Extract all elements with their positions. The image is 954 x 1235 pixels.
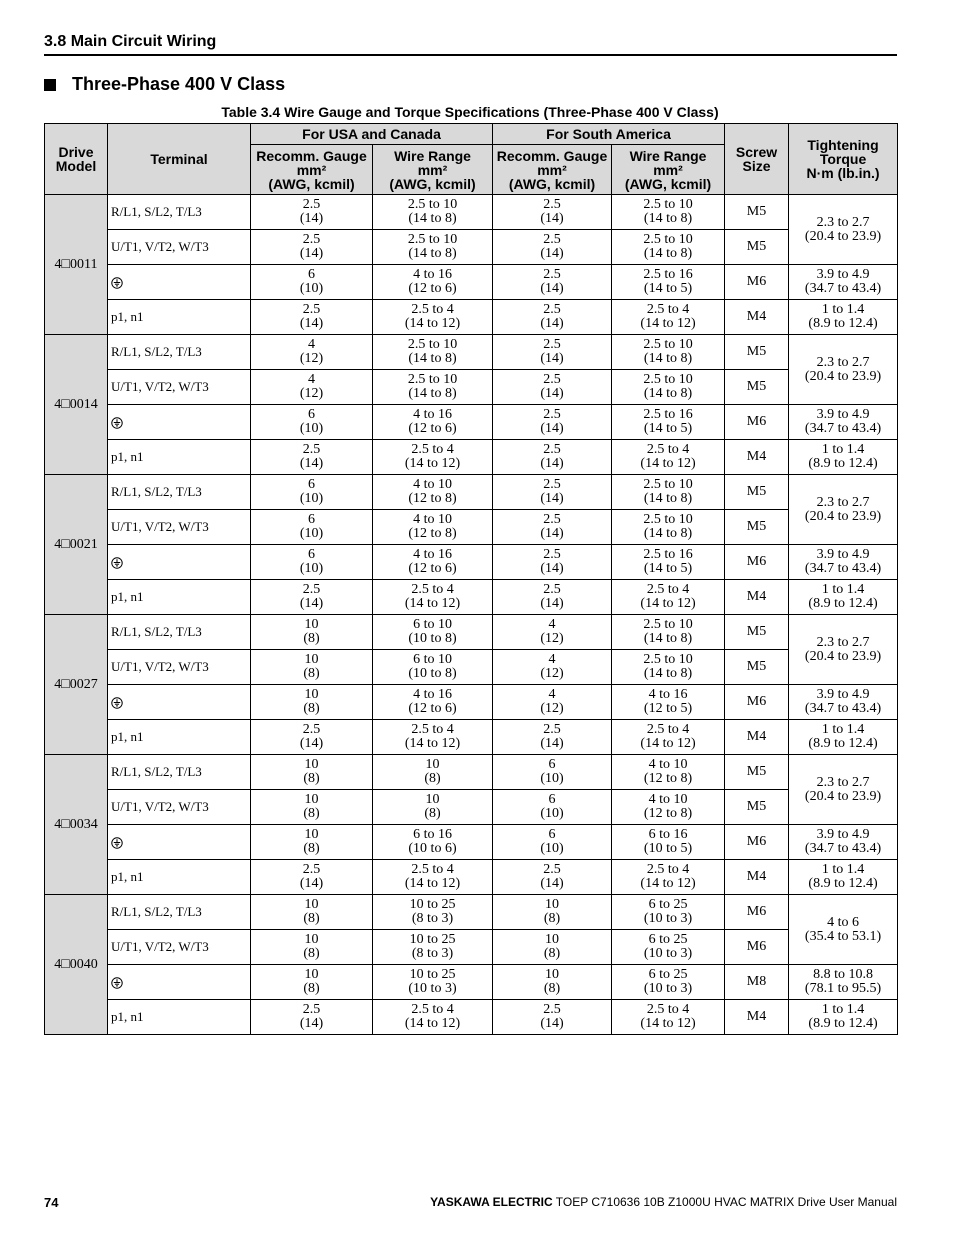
- usa-recomm-gauge-cell: 2.5 (14): [251, 1000, 373, 1035]
- sa-recomm-gauge-cell: 6 (10): [493, 790, 612, 825]
- sa-recomm-gauge-cell: 2.5 (14): [493, 1000, 612, 1035]
- sa-recomm-gauge-cell: 2.5 (14): [493, 370, 612, 405]
- footer-manual: TOEP C710636 10B Z1000U HVAC MATRIX Drive User Manual: [552, 1195, 897, 1209]
- sa-recomm-gauge-cell: 2.5 (14): [493, 860, 612, 895]
- usa-recomm-gauge-cell: 10 (8): [251, 895, 373, 930]
- table-row: [45, 545, 898, 580]
- usa-wire-range-cell: 4 to 16 (12 to 6): [373, 685, 493, 720]
- table-row: [45, 440, 898, 475]
- terminal-cell: R/L1, S/L2, T/L3: [108, 195, 251, 230]
- tightening-torque-cell: 3.9 to 4.9 (34.7 to 43.4): [789, 405, 898, 440]
- screw-size-cell: M6: [725, 265, 789, 300]
- sa-wire-range-cell: 4 to 10 (12 to 8): [612, 790, 725, 825]
- screw-size-cell: M8: [725, 965, 789, 1000]
- terminal-ground: [108, 545, 251, 580]
- header-drive-model: Drive Model: [45, 124, 108, 195]
- screw-size-cell: M4: [725, 580, 789, 615]
- usa-recomm-gauge-cell: 6 (10): [251, 405, 373, 440]
- sa-wire-range-cell: 2.5 to 10 (14 to 8): [612, 510, 725, 545]
- footer-manual-title: [430, 1195, 897, 1209]
- tightening-torque-cell: 1 to 1.4 (8.9 to 12.4): [789, 860, 898, 895]
- usa-recomm-gauge-cell: 4 (12): [251, 370, 373, 405]
- table-row: [45, 790, 898, 825]
- ground-icon: [111, 974, 123, 989]
- table-row: [45, 510, 898, 545]
- terminal-cell: p1, n1: [108, 300, 251, 335]
- screw-size-cell: M5: [725, 230, 789, 265]
- sa-wire-range-cell: 2.5 to 10 (14 to 8): [612, 335, 725, 370]
- screw-size-cell: M6: [725, 685, 789, 720]
- terminal-cell: U/T1, V/T2, W/T3: [108, 930, 251, 965]
- usa-wire-range-cell: 4 to 16 (12 to 6): [373, 545, 493, 580]
- usa-recomm-gauge-cell: 2.5 (14): [251, 230, 373, 265]
- terminal-ground: [108, 685, 251, 720]
- screw-size-cell: M5: [725, 755, 789, 790]
- header-screw-size: Screw Size: [725, 124, 789, 195]
- screw-size-cell: M4: [725, 300, 789, 335]
- sa-recomm-gauge-cell: 10 (8): [493, 895, 612, 930]
- drive-model-cell: 4□0021: [45, 475, 108, 615]
- sa-wire-range-cell: 2.5 to 10 (14 to 8): [612, 475, 725, 510]
- tightening-torque-cell: 1 to 1.4 (8.9 to 12.4): [789, 300, 898, 335]
- usa-recomm-gauge-cell: 10 (8): [251, 685, 373, 720]
- sa-wire-range-cell: 2.5 to 10 (14 to 8): [612, 650, 725, 685]
- usa-recomm-gauge-cell: 10 (8): [251, 615, 373, 650]
- usa-wire-range-cell: 2.5 to 4 (14 to 12): [373, 1000, 493, 1035]
- terminal-cell: R/L1, S/L2, T/L3: [108, 615, 251, 650]
- square-bullet-icon: [44, 79, 56, 91]
- screw-size-cell: M5: [725, 615, 789, 650]
- screw-size-cell: M5: [725, 790, 789, 825]
- sa-recomm-gauge-cell: 2.5 (14): [493, 335, 612, 370]
- tightening-torque-cell: 2.3 to 2.7 (20.4 to 23.9): [789, 335, 898, 405]
- sa-wire-range-cell: 2.5 to 10 (14 to 8): [612, 230, 725, 265]
- drive-model-cell: 4□0014: [45, 335, 108, 475]
- tightening-torque-cell: 1 to 1.4 (8.9 to 12.4): [789, 580, 898, 615]
- screw-size-cell: M5: [725, 650, 789, 685]
- sa-wire-range-cell: 2.5 to 4 (14 to 12): [612, 720, 725, 755]
- table-row: [45, 580, 898, 615]
- sa-wire-range-cell: 4 to 16 (12 to 5): [612, 685, 725, 720]
- sa-recomm-gauge-cell: 4 (12): [493, 685, 612, 720]
- sa-recomm-gauge-cell: 10 (8): [493, 965, 612, 1000]
- terminal-cell: R/L1, S/L2, T/L3: [108, 755, 251, 790]
- table-row: [45, 1000, 898, 1035]
- sa-recomm-gauge-cell: 6 (10): [493, 825, 612, 860]
- header-usa-recomm-gauge: Recomm. Gauge mm² (AWG, kcmil): [251, 145, 373, 195]
- usa-wire-range-cell: 10 (8): [373, 755, 493, 790]
- sa-recomm-gauge-cell: 2.5 (14): [493, 230, 612, 265]
- table-row: [45, 895, 898, 930]
- usa-wire-range-cell: 10 to 25 (8 to 3): [373, 895, 493, 930]
- table-row: [45, 650, 898, 685]
- sa-recomm-gauge-cell: 2.5 (14): [493, 195, 612, 230]
- usa-recomm-gauge-cell: 10 (8): [251, 930, 373, 965]
- table-row: [45, 685, 898, 720]
- usa-wire-range-cell: 10 (8): [373, 790, 493, 825]
- ground-icon: [111, 274, 123, 289]
- subsection-title: Three-Phase 400 V Class: [72, 74, 286, 94]
- tightening-torque-cell: 2.3 to 2.7 (20.4 to 23.9): [789, 475, 898, 545]
- usa-recomm-gauge-cell: 2.5 (14): [251, 580, 373, 615]
- sa-wire-range-cell: 2.5 to 16 (14 to 5): [612, 405, 725, 440]
- usa-wire-range-cell: 2.5 to 4 (14 to 12): [373, 580, 493, 615]
- usa-wire-range-cell: 2.5 to 10 (14 to 8): [373, 370, 493, 405]
- terminal-ground: [108, 265, 251, 300]
- header-sa-wire-range: Wire Range mm² (AWG, kcmil): [612, 145, 725, 195]
- terminal-cell: U/T1, V/T2, W/T3: [108, 510, 251, 545]
- table-row: [45, 195, 898, 230]
- screw-size-cell: M6: [725, 405, 789, 440]
- screw-size-cell: M6: [725, 545, 789, 580]
- usa-recomm-gauge-cell: 6 (10): [251, 545, 373, 580]
- tightening-torque-cell: 3.9 to 4.9 (34.7 to 43.4): [789, 265, 898, 300]
- header-usa-wire-range: Wire Range mm² (AWG, kcmil): [373, 145, 493, 195]
- header-rule: [44, 54, 897, 56]
- screw-size-cell: M6: [725, 825, 789, 860]
- usa-recomm-gauge-cell: 2.5 (14): [251, 720, 373, 755]
- screw-size-cell: M4: [725, 440, 789, 475]
- sa-wire-range-cell: 2.5 to 4 (14 to 12): [612, 440, 725, 475]
- terminal-cell: R/L1, S/L2, T/L3: [108, 475, 251, 510]
- table-row: [45, 405, 898, 440]
- terminal-ground: [108, 965, 251, 1000]
- table-body: [45, 195, 898, 1035]
- wire-gauge-table: [44, 123, 898, 1035]
- usa-wire-range-cell: 4 to 16 (12 to 6): [373, 405, 493, 440]
- usa-recomm-gauge-cell: 2.5 (14): [251, 440, 373, 475]
- usa-recomm-gauge-cell: 6 (10): [251, 265, 373, 300]
- table-title: Table 3.4 Wire Gauge and Torque Specifications (Three-Phase 400 V Class): [221, 104, 719, 120]
- ground-icon: [111, 414, 123, 429]
- header-south-america: For South America: [493, 124, 725, 145]
- screw-size-cell: M6: [725, 930, 789, 965]
- sa-wire-range-cell: 2.5 to 10 (14 to 8): [612, 370, 725, 405]
- header-usa-canada: For USA and Canada: [251, 124, 493, 145]
- screw-size-cell: M5: [725, 370, 789, 405]
- table-row: [45, 370, 898, 405]
- usa-recomm-gauge-cell: 10 (8): [251, 790, 373, 825]
- sa-recomm-gauge-cell: 10 (8): [493, 930, 612, 965]
- usa-recomm-gauge-cell: 10 (8): [251, 965, 373, 1000]
- usa-recomm-gauge-cell: 6 (10): [251, 475, 373, 510]
- usa-recomm-gauge-cell: 10 (8): [251, 755, 373, 790]
- usa-wire-range-cell: 2.5 to 10 (14 to 8): [373, 230, 493, 265]
- sa-recomm-gauge-cell: 2.5 (14): [493, 300, 612, 335]
- header-sa-recomm-gauge: Recomm. Gauge mm² (AWG, kcmil): [493, 145, 612, 195]
- drive-model-cell: 4□0040: [45, 895, 108, 1035]
- terminal-cell: U/T1, V/T2, W/T3: [108, 370, 251, 405]
- usa-wire-range-cell: 4 to 16 (12 to 6): [373, 265, 493, 300]
- sa-recomm-gauge-cell: 2.5 (14): [493, 265, 612, 300]
- sa-wire-range-cell: 2.5 to 16 (14 to 5): [612, 545, 725, 580]
- sa-wire-range-cell: 6 to 25 (10 to 3): [612, 965, 725, 1000]
- terminal-cell: p1, n1: [108, 1000, 251, 1035]
- tightening-torque-cell: 1 to 1.4 (8.9 to 12.4): [789, 440, 898, 475]
- sa-wire-range-cell: 2.5 to 4 (14 to 12): [612, 300, 725, 335]
- tightening-torque-cell: 3.9 to 4.9 (34.7 to 43.4): [789, 685, 898, 720]
- tightening-torque-cell: 2.3 to 2.7 (20.4 to 23.9): [789, 195, 898, 265]
- tightening-torque-cell: 1 to 1.4 (8.9 to 12.4): [789, 1000, 898, 1035]
- usa-wire-range-cell: 6 to 16 (10 to 6): [373, 825, 493, 860]
- tightening-torque-cell: 2.3 to 2.7 (20.4 to 23.9): [789, 755, 898, 825]
- usa-recomm-gauge-cell: 2.5 (14): [251, 860, 373, 895]
- sa-wire-range-cell: 2.5 to 4 (14 to 12): [612, 580, 725, 615]
- ground-icon: [111, 694, 123, 709]
- sa-wire-range-cell: 6 to 25 (10 to 3): [612, 930, 725, 965]
- terminal-ground: [108, 405, 251, 440]
- usa-wire-range-cell: 4 to 10 (12 to 8): [373, 510, 493, 545]
- terminal-cell: R/L1, S/L2, T/L3: [108, 335, 251, 370]
- tightening-torque-cell: 3.9 to 4.9 (34.7 to 43.4): [789, 545, 898, 580]
- terminal-cell: p1, n1: [108, 580, 251, 615]
- sa-recomm-gauge-cell: 2.5 (14): [493, 405, 612, 440]
- terminal-cell: U/T1, V/T2, W/T3: [108, 650, 251, 685]
- terminal-ground: [108, 825, 251, 860]
- table-row: [45, 965, 898, 1000]
- ground-icon: [111, 834, 123, 849]
- usa-recomm-gauge-cell: 2.5 (14): [251, 300, 373, 335]
- usa-wire-range-cell: 10 to 25 (8 to 3): [373, 930, 493, 965]
- table-row: [45, 265, 898, 300]
- sa-recomm-gauge-cell: 4 (12): [493, 650, 612, 685]
- usa-recomm-gauge-cell: 6 (10): [251, 510, 373, 545]
- table-row: [45, 825, 898, 860]
- screw-size-cell: M5: [725, 195, 789, 230]
- sa-recomm-gauge-cell: 2.5 (14): [493, 475, 612, 510]
- screw-size-cell: M5: [725, 510, 789, 545]
- usa-wire-range-cell: 10 to 25 (10 to 3): [373, 965, 493, 1000]
- terminal-cell: U/T1, V/T2, W/T3: [108, 790, 251, 825]
- sa-recomm-gauge-cell: 2.5 (14): [493, 720, 612, 755]
- usa-wire-range-cell: 2.5 to 4 (14 to 12): [373, 720, 493, 755]
- sa-wire-range-cell: 2.5 to 10 (14 to 8): [612, 195, 725, 230]
- screw-size-cell: M5: [725, 335, 789, 370]
- terminal-cell: p1, n1: [108, 440, 251, 475]
- usa-wire-range-cell: 2.5 to 10 (14 to 8): [373, 195, 493, 230]
- terminal-cell: R/L1, S/L2, T/L3: [108, 895, 251, 930]
- usa-recomm-gauge-cell: 10 (8): [251, 650, 373, 685]
- table-row: [45, 615, 898, 650]
- drive-model-cell: 4□0027: [45, 615, 108, 755]
- usa-wire-range-cell: 2.5 to 4 (14 to 12): [373, 440, 493, 475]
- terminal-cell: U/T1, V/T2, W/T3: [108, 230, 251, 265]
- sa-recomm-gauge-cell: 2.5 (14): [493, 545, 612, 580]
- table-row: [45, 475, 898, 510]
- usa-recomm-gauge-cell: 10 (8): [251, 825, 373, 860]
- sa-wire-range-cell: 6 to 16 (10 to 5): [612, 825, 725, 860]
- usa-wire-range-cell: 4 to 10 (12 to 8): [373, 475, 493, 510]
- sa-recomm-gauge-cell: 6 (10): [493, 755, 612, 790]
- table-row: [45, 860, 898, 895]
- sa-wire-range-cell: 4 to 10 (12 to 8): [612, 755, 725, 790]
- screw-size-cell: M4: [725, 720, 789, 755]
- table-row: [45, 930, 898, 965]
- sa-recomm-gauge-cell: 2.5 (14): [493, 440, 612, 475]
- sa-wire-range-cell: 2.5 to 4 (14 to 12): [612, 860, 725, 895]
- header-terminal: Terminal: [108, 124, 251, 195]
- header-tightening-torque: Tightening Torque N·m (lb.in.): [789, 124, 898, 195]
- screw-size-cell: M4: [725, 1000, 789, 1035]
- table-row: [45, 720, 898, 755]
- sa-recomm-gauge-cell: 4 (12): [493, 615, 612, 650]
- sa-recomm-gauge-cell: 2.5 (14): [493, 510, 612, 545]
- tightening-torque-cell: 8.8 to 10.8 (78.1 to 95.5): [789, 965, 898, 1000]
- table-row: [45, 230, 898, 265]
- usa-wire-range-cell: 2.5 to 4 (14 to 12): [373, 860, 493, 895]
- screw-size-cell: M6: [725, 895, 789, 930]
- ground-icon: [111, 554, 123, 569]
- sa-recomm-gauge-cell: 2.5 (14): [493, 580, 612, 615]
- drive-model-cell: 4□0011: [45, 195, 108, 335]
- sa-wire-range-cell: 2.5 to 16 (14 to 5): [612, 265, 725, 300]
- footer-brand: YASKAWA ELECTRIC: [430, 1195, 553, 1209]
- screw-size-cell: M5: [725, 475, 789, 510]
- sa-wire-range-cell: 2.5 to 10 (14 to 8): [612, 615, 725, 650]
- tightening-torque-cell: 4 to 6 (35.4 to 53.1): [789, 895, 898, 965]
- drive-model-cell: 4□0034: [45, 755, 108, 895]
- screw-size-cell: M4: [725, 860, 789, 895]
- tightening-torque-cell: 3.9 to 4.9 (34.7 to 43.4): [789, 825, 898, 860]
- usa-wire-range-cell: 2.5 to 4 (14 to 12): [373, 300, 493, 335]
- usa-wire-range-cell: 2.5 to 10 (14 to 8): [373, 335, 493, 370]
- terminal-cell: p1, n1: [108, 720, 251, 755]
- usa-wire-range-cell: 6 to 10 (10 to 8): [373, 650, 493, 685]
- table-row: [45, 335, 898, 370]
- page-number: 74: [44, 1195, 59, 1210]
- usa-recomm-gauge-cell: 2.5 (14): [251, 195, 373, 230]
- subsection-heading: [44, 74, 285, 95]
- table-row: [45, 300, 898, 335]
- tightening-torque-cell: 1 to 1.4 (8.9 to 12.4): [789, 720, 898, 755]
- usa-wire-range-cell: 6 to 10 (10 to 8): [373, 615, 493, 650]
- section-heading: 3.8 Main Circuit Wiring: [44, 33, 217, 50]
- sa-wire-range-cell: 2.5 to 4 (14 to 12): [612, 1000, 725, 1035]
- terminal-cell: p1, n1: [108, 860, 251, 895]
- table-row: [45, 755, 898, 790]
- sa-wire-range-cell: 6 to 25 (10 to 3): [612, 895, 725, 930]
- usa-recomm-gauge-cell: 4 (12): [251, 335, 373, 370]
- tightening-torque-cell: 2.3 to 2.7 (20.4 to 23.9): [789, 615, 898, 685]
